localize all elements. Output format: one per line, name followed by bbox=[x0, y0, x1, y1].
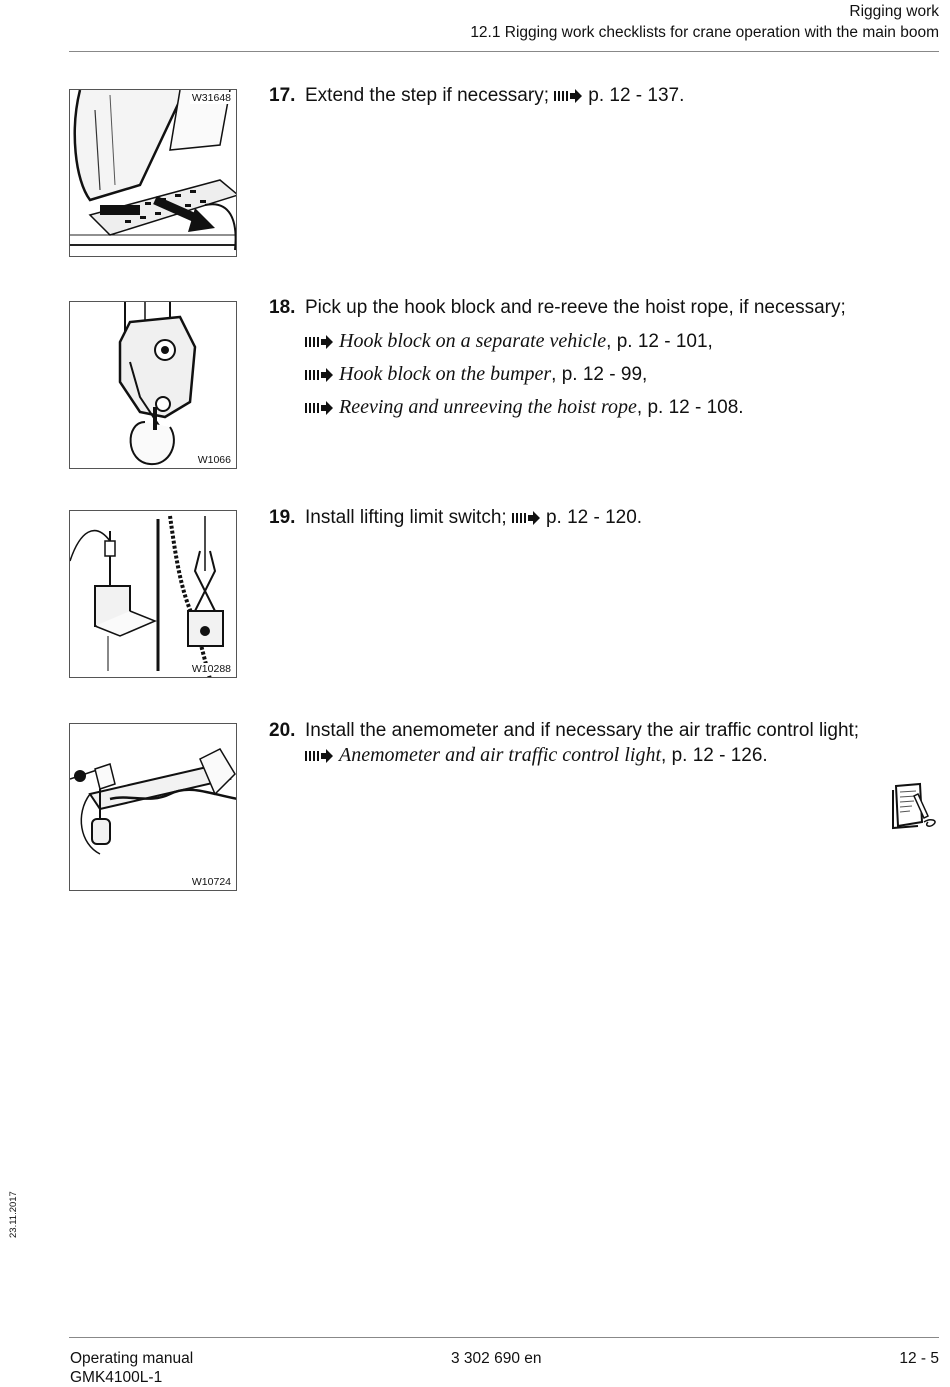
figure-code: W31648 bbox=[191, 92, 231, 104]
reference-page: , p. 12 - 126. bbox=[661, 745, 768, 766]
figure-code: W1066 bbox=[197, 454, 231, 466]
footer-doc-number: 3 302 690 en bbox=[451, 1350, 542, 1367]
cross-reference-arrow-icon bbox=[305, 335, 333, 349]
step-18 bbox=[269, 296, 846, 320]
header-title: Rigging work bbox=[849, 3, 939, 20]
page-reference-link[interactable]: p. 12 - 137. bbox=[588, 85, 685, 106]
step-number: 17. bbox=[269, 85, 296, 106]
figure-lifting-limit-switch bbox=[69, 510, 237, 678]
note-document-icon bbox=[890, 782, 938, 830]
lifting-limit-switch-illustration bbox=[70, 511, 237, 678]
reference-title-link[interactable]: Hook block on a separate vehicle bbox=[339, 330, 607, 352]
cross-reference-arrow-icon bbox=[305, 368, 333, 382]
hook-block-illustration bbox=[70, 302, 237, 469]
figure-anemometer bbox=[69, 723, 237, 891]
cross-reference-arrow-icon bbox=[305, 401, 333, 415]
step-number: 20. bbox=[269, 720, 296, 741]
cross-reference-arrow-icon bbox=[512, 511, 540, 525]
footer-page-number: 12 - 5 bbox=[899, 1350, 939, 1367]
step-19 bbox=[269, 506, 642, 530]
footer-manual: Operating manual bbox=[70, 1350, 194, 1367]
header-subtitle: 12.1 Rigging work checklists for crane operation with the main boom bbox=[470, 24, 939, 41]
step-text: Pick up the hook block and re-reeve the hoist rope, if necessary; bbox=[305, 297, 846, 318]
reference-page: , p. 12 - 101, bbox=[606, 331, 713, 352]
figure-code: W10724 bbox=[191, 876, 231, 888]
cross-reference-line bbox=[305, 329, 713, 354]
figure-hook-block bbox=[69, 301, 237, 469]
reference-page: , p. 12 - 108. bbox=[636, 397, 744, 418]
reference-title-link[interactable]: Hook block on the bumper bbox=[339, 363, 552, 385]
step-20 bbox=[269, 719, 859, 743]
step-number: 18. bbox=[269, 297, 296, 318]
step-extension-illustration bbox=[70, 90, 237, 257]
cross-reference-arrow-icon bbox=[305, 749, 333, 763]
cross-reference-line bbox=[305, 362, 647, 387]
step-text: Install lifting limit switch; bbox=[305, 507, 507, 528]
step-text: Install the anemometer and if necessary the air traffic control light; bbox=[305, 720, 860, 741]
footer-model: GMK4100L-1 bbox=[70, 1369, 163, 1386]
step-number: 19. bbox=[269, 507, 296, 528]
anemometer-illustration bbox=[70, 724, 237, 891]
figure-code: W10288 bbox=[191, 663, 231, 675]
cross-reference-line bbox=[305, 743, 768, 768]
side-date: 23.11.2017 bbox=[8, 1191, 19, 1238]
page-reference-link[interactable]: p. 12 - 120. bbox=[545, 507, 643, 528]
reference-title-link[interactable]: Reeving and unreeving the hoist rope bbox=[339, 396, 637, 418]
step-17 bbox=[269, 84, 684, 108]
reference-title-link[interactable]: Anemometer and air traffic control light bbox=[339, 744, 662, 766]
header-divider bbox=[69, 51, 939, 52]
footer-divider bbox=[69, 1337, 939, 1338]
step-text: Extend the step if necessary; bbox=[305, 85, 549, 106]
reference-page: , p. 12 - 99, bbox=[551, 364, 648, 385]
figure-step-extension bbox=[69, 89, 237, 257]
cross-reference-arrow-icon bbox=[554, 89, 582, 103]
cross-reference-line bbox=[305, 395, 744, 420]
